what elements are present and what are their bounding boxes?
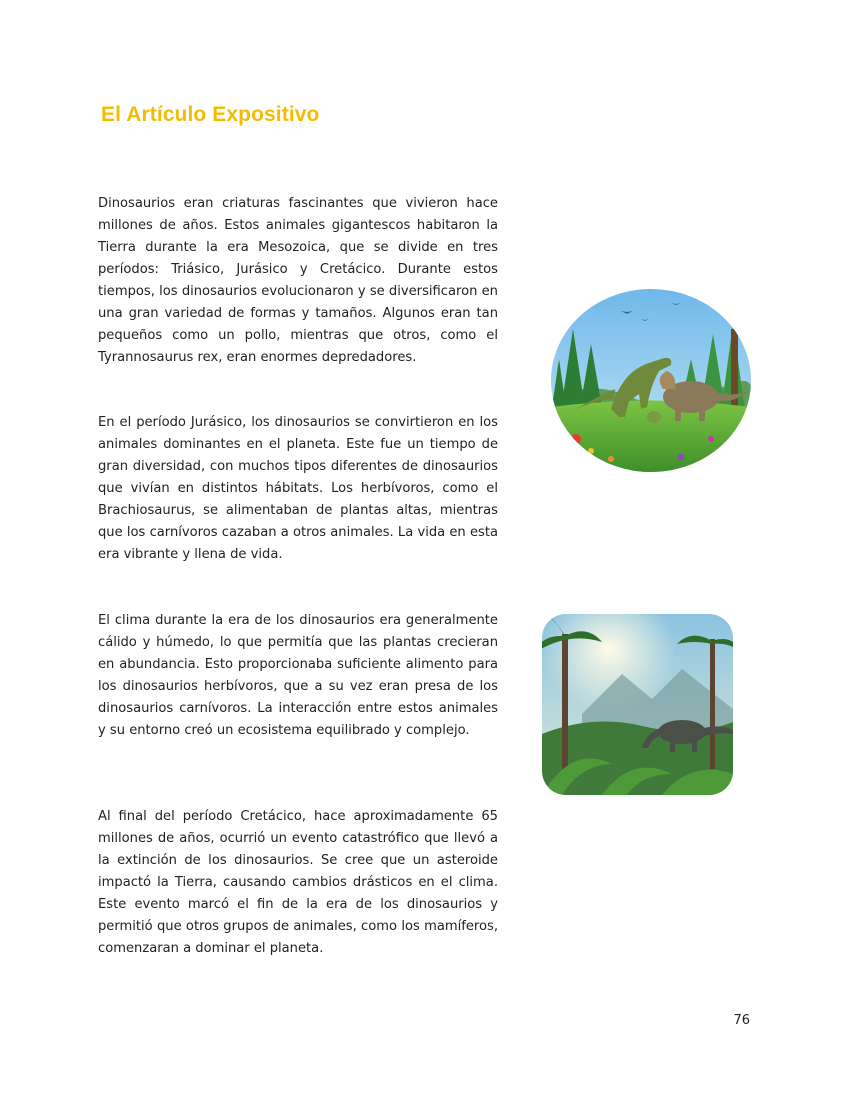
jungle-dinosaur-image bbox=[542, 614, 733, 795]
paragraph-jurassic: En el período Jurásico, los dinosaurios se convirtieron en los animales dominantes en el planeta. Este fue un tiempo de gran diversidad, con muchos tipos diferentes de dinosaurios que vivían en distintos hábitats. Los herbívoros, como el Brachiosaurus, se alimentaban de plantas altas, mientras que los carnívoros cazaban a otros animales. La vida en esta era vibrante y llena de vida. bbox=[98, 415, 498, 562]
paragraph-extinction: Al final del período Cretácico, hace aproximadamente 65 millones de años, ocurrió un evento catastrófico que llevó a la extinción de los dinosaurios. Se cree que un asteroide impactó la Tierra, causando cambios drásticos en el clima. Este evento marcó el fin de la era de los dinosaurios y permitió que otros grupos de animales, como los mamíferos, comenzaran a dominar el planeta. bbox=[98, 809, 498, 956]
page-title: El Artículo Expositivo bbox=[101, 103, 320, 126]
page-number: 76 bbox=[733, 1013, 750, 1028]
dinosaur-scene-circle-image bbox=[551, 289, 751, 472]
paragraph-climate: El clima durante la era de los dinosaurios era generalmente cálido y húmedo, lo que permitía que las plantas crecieran en abundancia. Esto proporcionaba suficiente alimento para los dinosaurios herbívoros, que a su vez eran presa de los dinosaurios carnívoros. La interacción entre estos animales y su entorno creó un ecosistema equilibrado y complejo. bbox=[98, 613, 498, 738]
paragraph-intro: Dinosaurios eran criaturas fascinantes que vivieron hace millones de años. Estos animales gigantescos habitaron la Tierra durante la era Mesozoica, que se divide en tres períodos: Triásico, Jurásico y Cretácico. Durante estos tiempos, los dinosaurios evolucionaron y se diversificaron en una gran variedad de formas y tamaños. Algunos eran tan pequeños como un pollo, mientras que otros, como el Tyrannosaurus rex, eran enormes depredadores. bbox=[98, 196, 498, 365]
